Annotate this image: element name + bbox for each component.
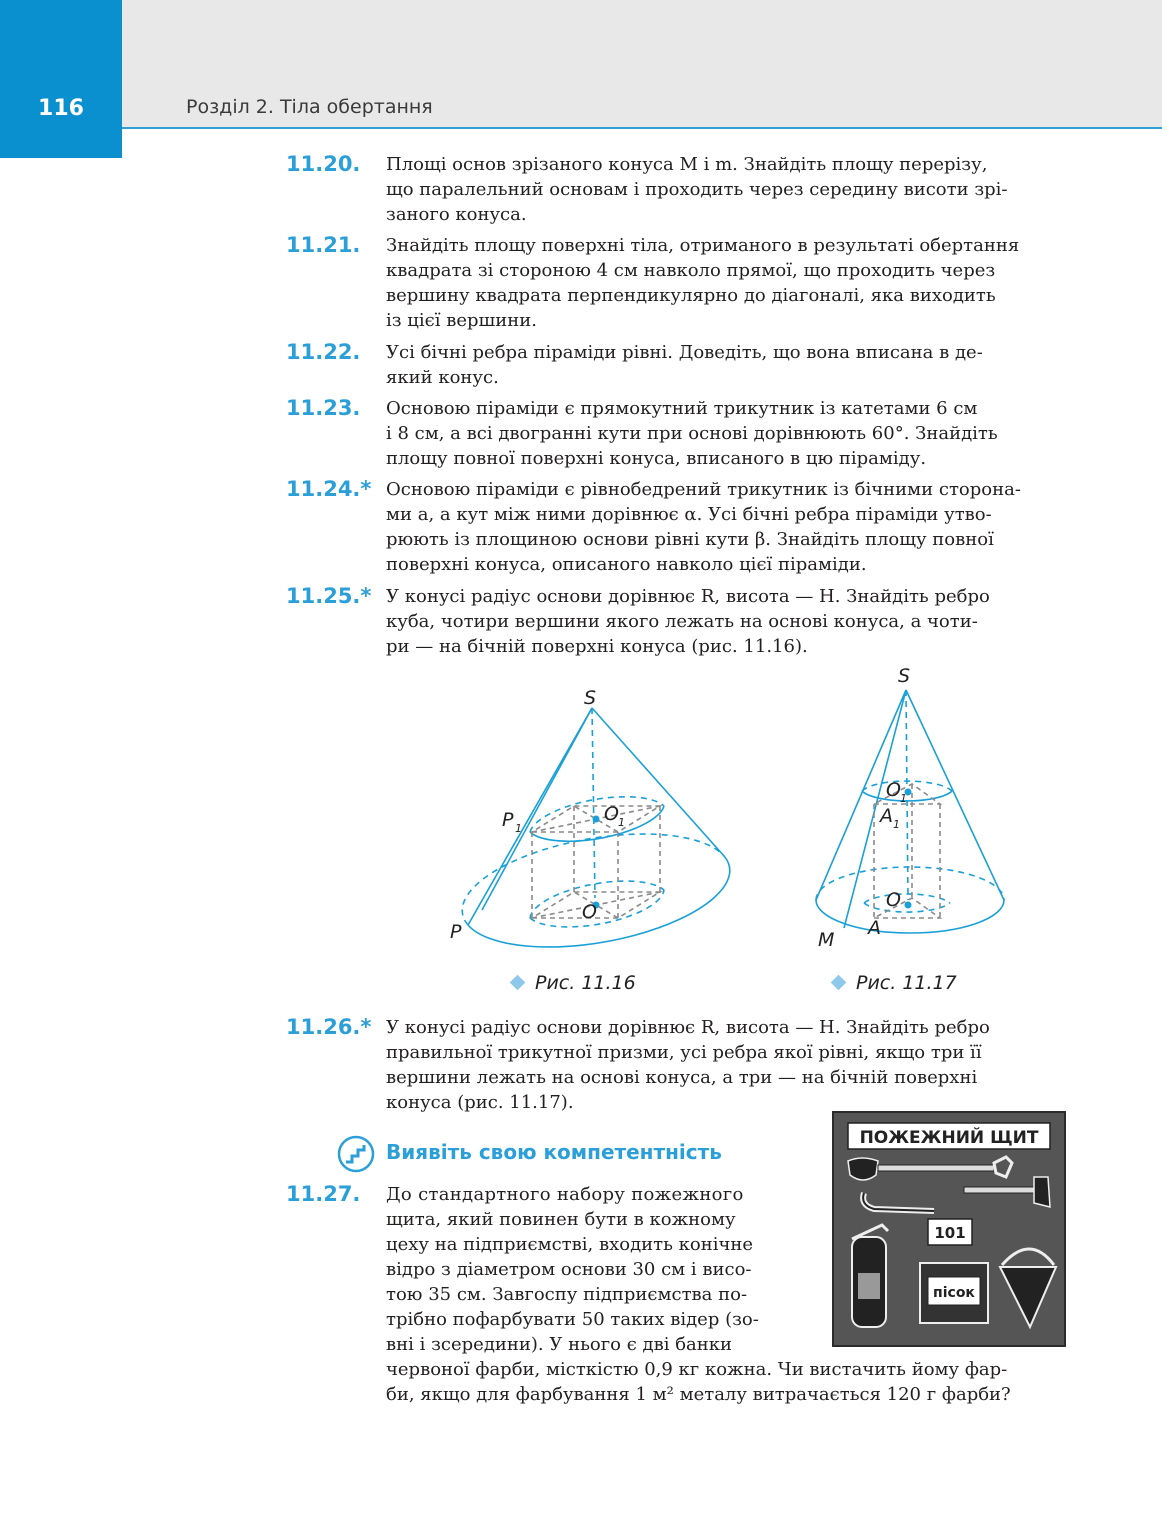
problem-line: Усі бічні ребра піраміди рівні. Доведіть, що вона вписана в де- (386, 342, 983, 363)
label-o1: O (886, 779, 901, 801)
figure-caption-11-16: Рис. 11.16 (512, 972, 636, 994)
label-a1: A (880, 805, 893, 827)
problem-line: який конус. (386, 367, 499, 388)
label-s: S (898, 665, 911, 687)
label-p: P (450, 921, 462, 943)
crowbar-icon (863, 1193, 934, 1211)
problem-number: 11.21. (286, 233, 361, 257)
chapter-title: Розділ 2. Тіла обертання (186, 96, 433, 118)
problem-line: тою 35 см. Завгоспу підприємства по- (386, 1284, 748, 1305)
problem-number: 11.25.* (286, 584, 372, 608)
problem-line: вні і зсередини). У нього є дві банки (386, 1334, 733, 1355)
label-m: M (818, 929, 835, 951)
problem-line: щита, який повинен бути в кожному (386, 1209, 736, 1230)
problem-line: червоної фарби, місткістю 0,9 кг кожна. Чи вистачить йому фар- (386, 1359, 1008, 1380)
fire-shield-image (832, 1111, 1066, 1347)
fire-extinguisher-icon (852, 1225, 888, 1327)
header-rule (122, 127, 1162, 129)
label-o: O (582, 901, 597, 923)
problem-line: цеху на підприємстві, входить конічне (386, 1234, 754, 1255)
figure-11-17 (800, 660, 1030, 960)
problem-line: заного конуса. (386, 204, 527, 225)
problem-line: куба, чотири вершини якого лежать на основі конуса, а чоти- (386, 611, 978, 632)
problem-line: правильної трикутної призми, усі ребра якої рівні, якщо три її (386, 1042, 982, 1063)
problem-line: конуса (рис. 11.17). (386, 1092, 574, 1113)
problem-line: Основою піраміди є прямокутний трикутник із катетами 6 см (386, 398, 978, 419)
shield-title: ПОЖЕЖНИЙ ЩИТ (859, 1128, 1039, 1148)
sand-label: пісок (933, 1285, 975, 1301)
sand-box-icon (920, 1263, 988, 1323)
figure-11-16 (440, 680, 740, 970)
label-a1-sub: 1 (893, 818, 900, 831)
problem-line: поверхні конуса, описаного навколо цієї піраміди. (386, 554, 867, 575)
label-o1-sub: 1 (618, 816, 625, 829)
point-o1 (593, 816, 600, 823)
problem-line: рюють із площиною основи рівні кути β. Знайдіть площу повної (386, 529, 994, 550)
problem-line: би, якщо для фарбування 1 м² металу витрачається 120 г фарби? (386, 1384, 1011, 1405)
problem-line: ри — на бічній поверхні конуса (рис. 11.16). (386, 636, 808, 657)
problem-line: У конусі радіус основи дорівнює R, висота — H. Знайдіть ребро (386, 1017, 990, 1038)
problem-line: ми a, а кут між ними дорівнює α. Усі бічні ребра піраміди утво- (386, 504, 992, 525)
problem-number: 11.27. (286, 1182, 361, 1206)
problem-number: 11.26.* (286, 1015, 372, 1039)
shovel-icon (848, 1157, 1012, 1180)
problem-line: вершини лежать на основі конуса, а три — на бічній поверхні (386, 1067, 978, 1088)
label-p1: P (502, 809, 514, 831)
competence-title: Виявіть свою компетентність (386, 1140, 722, 1164)
label-o: O (886, 889, 901, 911)
page-number: 116 (38, 96, 84, 121)
problem-line: відро з діаметром основи 30 см і висо- (386, 1259, 752, 1280)
label-o1-sub: 1 (900, 792, 907, 805)
diamond-icon (510, 975, 526, 991)
problem-line: Знайдіть площу поверхні тіла, отриманого в результаті обертання (386, 235, 1020, 256)
problem-line: трібно пофарбувати 50 таких відер (зо- (386, 1309, 759, 1330)
problem-line: Основою піраміди є рівнобедрений трикутник із бічними сторона- (386, 479, 1021, 500)
axe-icon (964, 1177, 1050, 1207)
problem-number: 11.20. (286, 152, 361, 176)
problem-line: У конусі радіус основи дорівнює R, висота — H. Знайдіть ребро (386, 586, 990, 607)
label-s: S (584, 687, 597, 709)
stairs-icon (337, 1135, 375, 1173)
problem-line: площу повної поверхні конуса, вписаного в цю піраміду. (386, 448, 927, 469)
problem-line: вершину квадрата перпендикулярно до діагоналі, яка виходить (386, 285, 996, 306)
label-o1: O (604, 803, 619, 825)
problem-number: 11.23. (286, 396, 361, 420)
problem-line: До стандартного набору пожежного (386, 1184, 744, 1205)
problem-number: 11.22. (286, 340, 361, 364)
problem-line: і 8 см, а всі двогранні кути при основі дорівнюють 60°. Знайдіть (386, 423, 998, 444)
shield-number: 101 (934, 1224, 966, 1242)
cone-bucket-icon (1000, 1249, 1056, 1327)
label-p1-sub: 1 (515, 822, 522, 835)
problem-number: 11.24.* (286, 477, 372, 501)
problem-line: квадрата зі стороною 4 см навколо прямої, що проходить через (386, 260, 996, 281)
point-o (905, 902, 912, 909)
figure-caption-11-17: Рис. 11.17 (833, 972, 957, 994)
diamond-icon (831, 975, 847, 991)
label-a: A (868, 917, 881, 939)
problem-line: що паралельний основам і проходить через середину висоти зрі- (386, 179, 1008, 200)
problem-line: із цієї вершини. (386, 310, 537, 331)
page-number-tab (0, 0, 122, 158)
problem-line: Площі основ зрізаного конуса M і m. Знайдіть площу перерізу, (386, 154, 988, 175)
header-bar (0, 0, 1162, 128)
